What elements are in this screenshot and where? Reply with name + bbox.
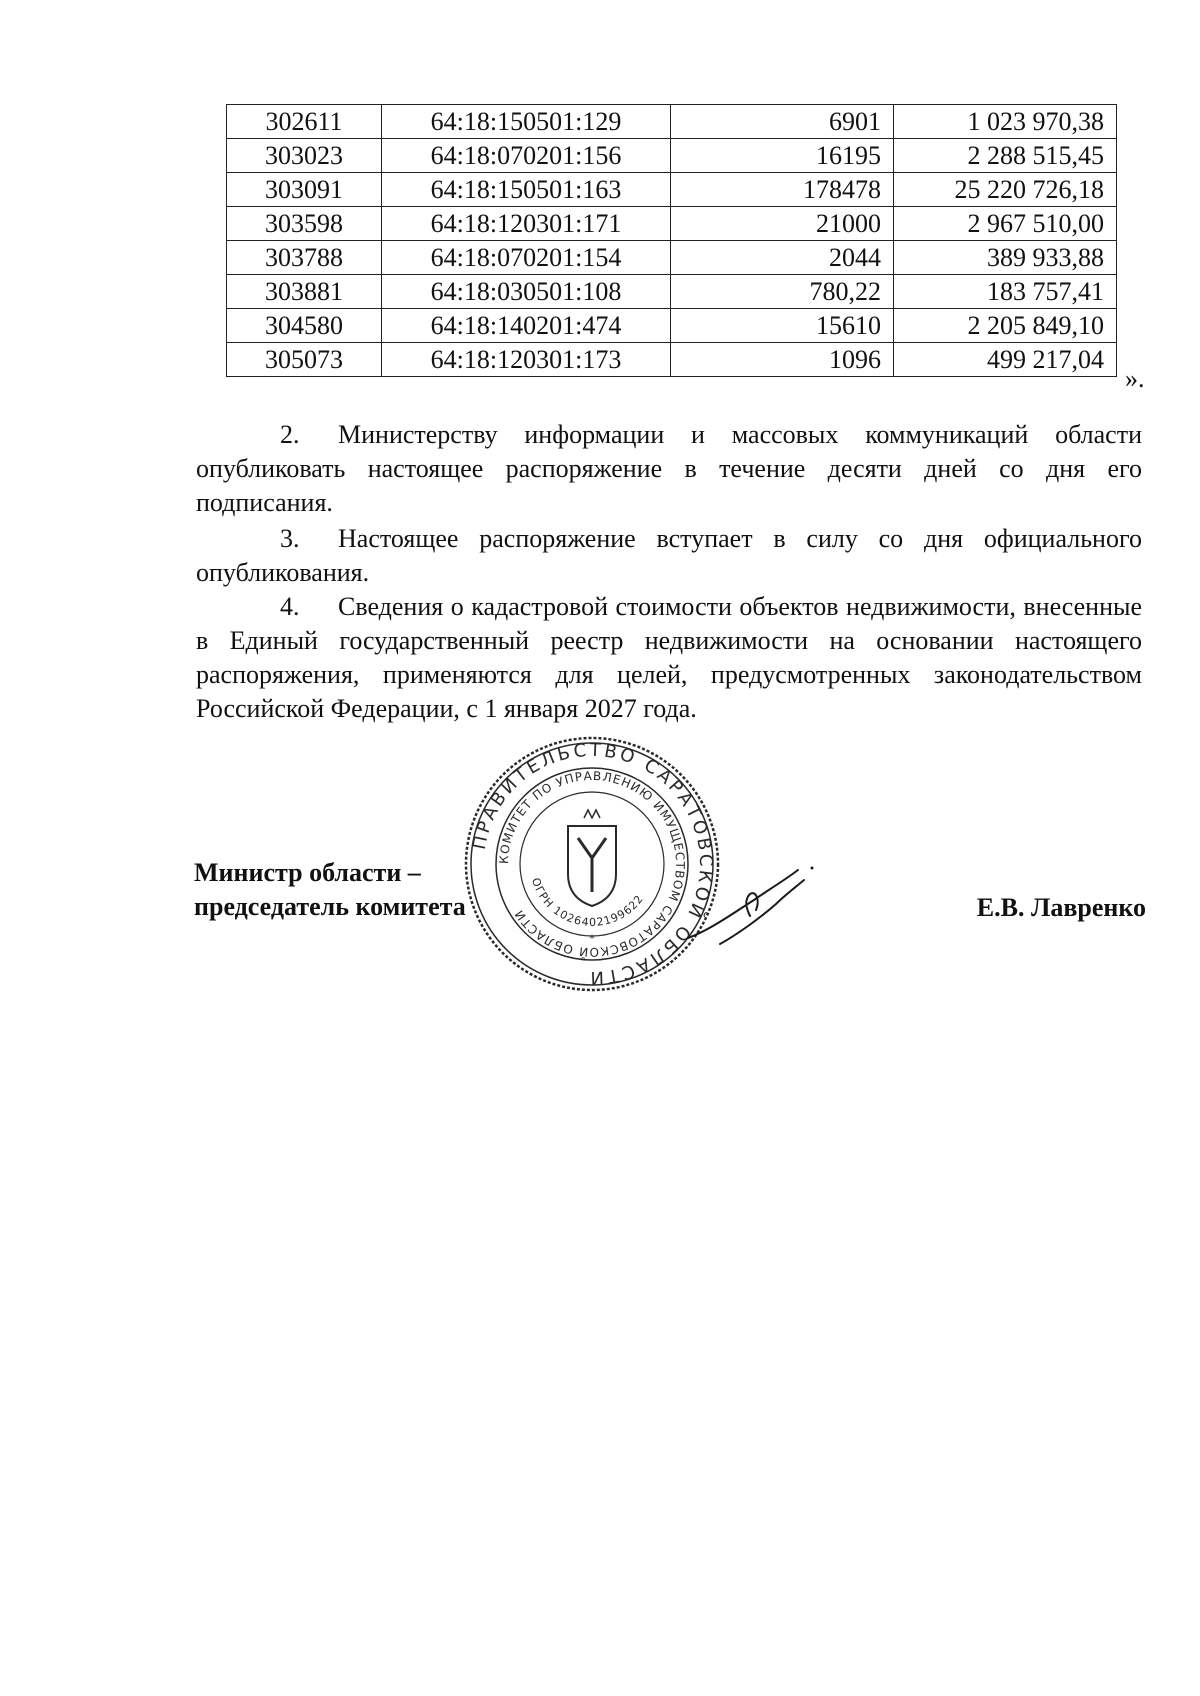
table-cell-value: 2 967 510,00 [894,207,1117,241]
table-cell-area: 2044 [671,241,894,275]
cadastral-value-table [226,104,1117,377]
paragraph-3 [196,522,1142,590]
table-cell-id: 303788 [227,241,382,275]
table-cell-id: 305073 [227,343,382,377]
table-cell-area: 780,22 [671,275,894,309]
table-cell-value: 389 933,88 [894,241,1117,275]
table-cell-id: 303598 [227,207,382,241]
stamp-outer-text: ПРАВИТЕЛЬСТВО САРАТОВСКОЙ ОБЛАСТИ [468,739,717,989]
table-cell-id: 302611 [227,105,382,139]
table-cell-area: 1096 [671,343,894,377]
table-cell-value: 25 220 726,18 [894,173,1117,207]
table-cell-cadastral-number: 64:18:150501:129 [382,105,671,139]
table-cell-cadastral-number: 64:18:140201:474 [382,309,671,343]
paragraph-2 [196,418,1142,520]
paragraph-4 [196,590,1142,726]
signatory-title-line1: Министр области – [194,858,421,887]
table-cell-cadastral-number: 64:18:070201:154 [382,241,671,275]
table-cell-cadastral-number: 64:18:150501:163 [382,173,671,207]
signatory-name: Е.В. Лавренко [976,893,1146,922]
paragraph-number: 3. [280,524,300,553]
signatory-title [194,856,466,924]
table-row [227,207,1117,241]
table-cell-area: 178478 [671,173,894,207]
table-cell-value: 183 757,41 [894,275,1117,309]
table-row [227,275,1117,309]
paragraph-number: 2. [280,420,300,449]
table-cell-value: 2 205 849,10 [894,309,1117,343]
stamp-ogrn-text: ОГРН 1026402199622 [528,876,647,930]
svg-text:*: * [589,931,595,945]
table-cell-area: 21000 [671,207,894,241]
paragraph-number: 4. [280,592,300,621]
table-cell-area: 6901 [671,105,894,139]
table-row [227,343,1117,377]
paragraph-text: Министерству информации и массовых коммуникаций области опубликовать настоящее распоряжение в течение десяти дней со дня его подписания. [196,420,1142,517]
table-cell-value: 499 217,04 [894,343,1117,377]
table-cell-id: 303023 [227,139,382,173]
closing-quote-mark: ». [1125,364,1145,393]
table-cell-value: 1 023 970,38 [894,105,1117,139]
handwritten-signature [680,860,820,960]
table-cell-cadastral-number: 64:18:030501:108 [382,275,671,309]
table-row [227,173,1117,207]
table-row [227,139,1117,173]
table-row [227,241,1117,275]
table-cell-cadastral-number: 64:18:120301:173 [382,343,671,377]
stamp-inner-text: КОМИТЕТ ПО УПРАВЛЕНИЮ ИМУЩЕСТВОМ САРАТОВСКОЙ ОБЛАСТИ [496,768,688,960]
table-cell-id: 303091 [227,173,382,207]
table-cell-id: 303881 [227,275,382,309]
paragraph-text: Настоящее распоряжение вступает в силу со дня официального опубликования. [196,524,1142,587]
table-cell-id: 304580 [227,309,382,343]
table-cell-area: 15610 [671,309,894,343]
table-cell-cadastral-number: 64:18:120301:171 [382,207,671,241]
table-row [227,105,1117,139]
table-row [227,309,1117,343]
table-cell-value: 2 288 515,45 [894,139,1117,173]
signatory-title-line2: председатель комитета [194,892,466,921]
table-cell-cadastral-number: 64:18:070201:156 [382,139,671,173]
table-cell-area: 16195 [671,139,894,173]
paragraph-text: Сведения о кадастровой стоимости объектов недвижимости, внесенные в Единый государственный реестр недвижимости на основании настоящего распоряжения, применяются для целей, предусмотренных законодательством Российской Федерации, с 1 января 2027 года. [196,592,1142,723]
